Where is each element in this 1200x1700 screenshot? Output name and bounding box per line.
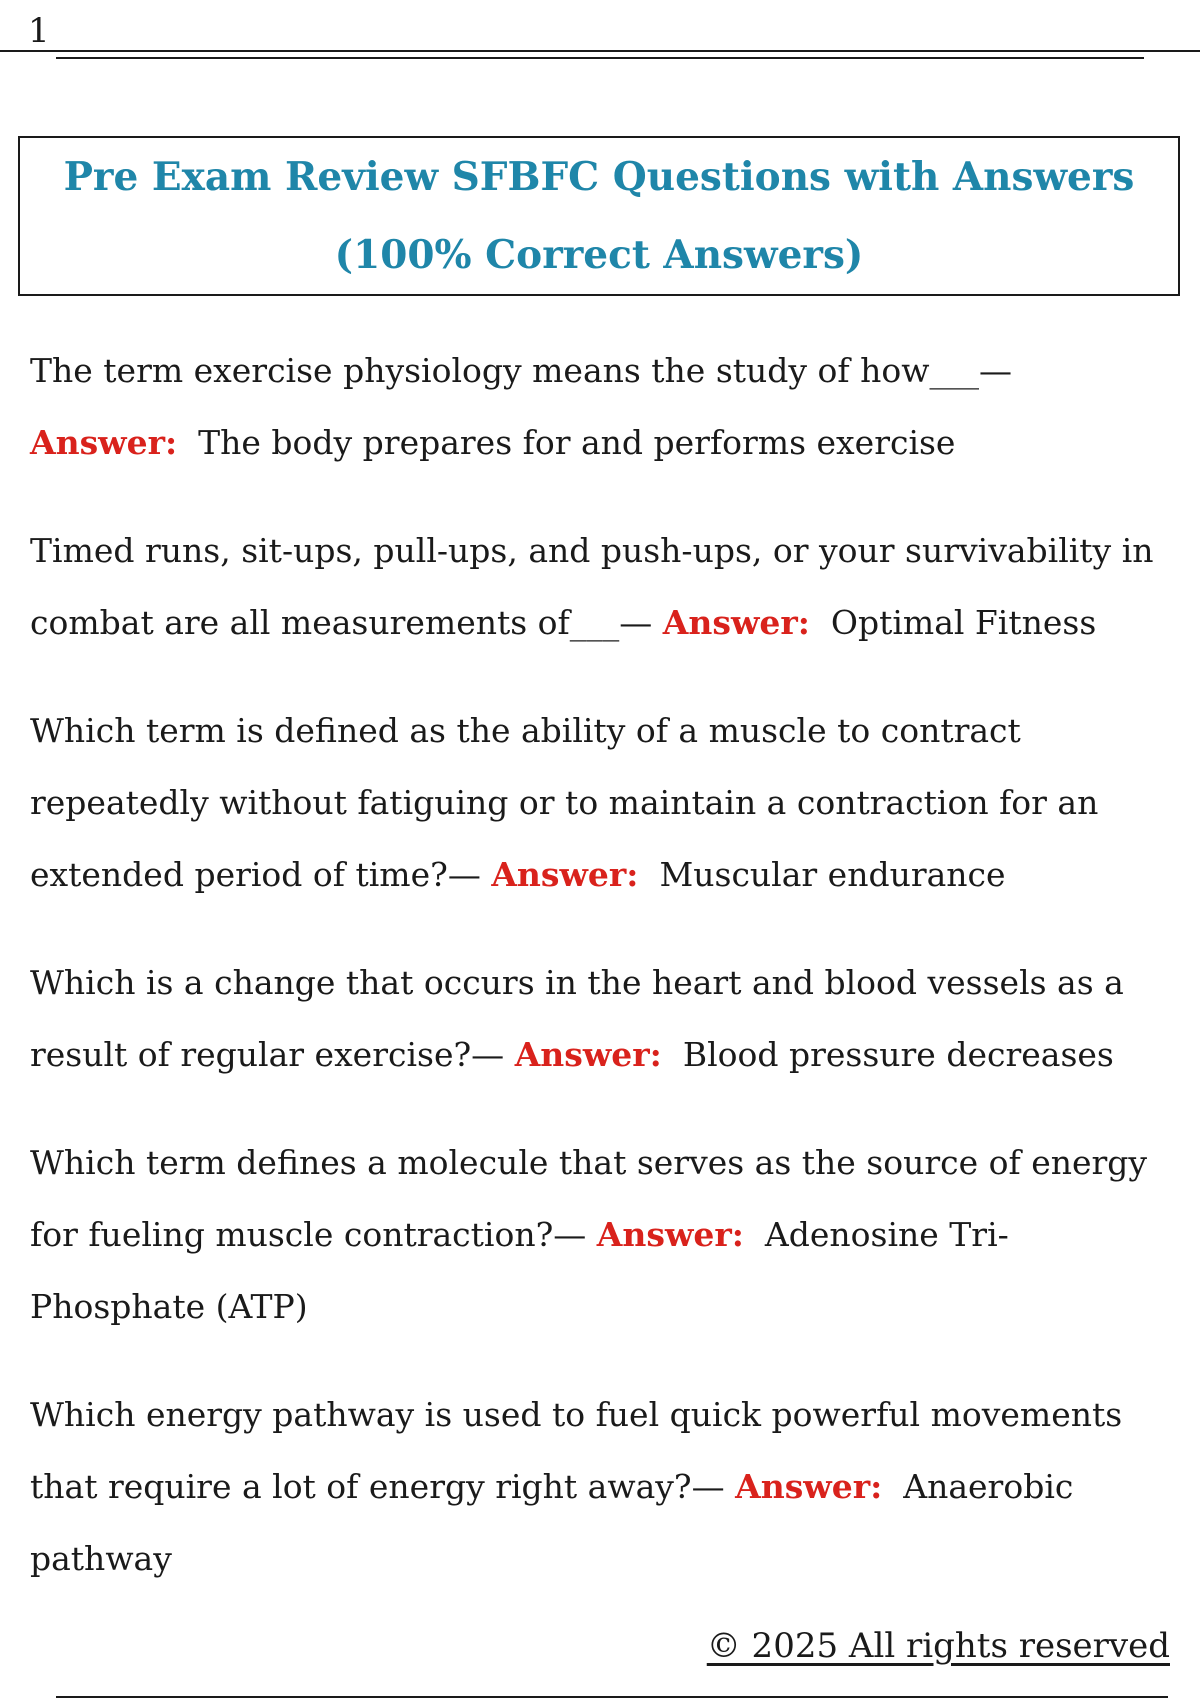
answer-text: Anaerobic pathway <box>30 1467 1074 1578</box>
qa-item <box>30 947 1175 1091</box>
qa-item <box>30 1127 1175 1343</box>
footer-rule <box>56 1696 1168 1698</box>
header-rule <box>0 50 1200 52</box>
qa-list <box>30 302 1175 1631</box>
header-rule-secondary <box>56 57 1144 59</box>
qa-item <box>30 335 1175 479</box>
answer-text: Muscular endurance <box>659 855 1006 894</box>
title-box <box>18 136 1180 296</box>
question-text: The term exercise physiology means the study of how___— <box>30 351 1012 390</box>
answer-label: Answer: <box>514 1035 662 1074</box>
answer-label: Answer: <box>491 855 639 894</box>
answer-text: The body prepares for and performs exercise <box>198 423 956 462</box>
answer-label: Answer: <box>596 1215 744 1254</box>
question-text: Which term is defined as the ability of a muscle to contract repeatedly without fatiguing or to maintain a contraction for an extended period of time?— <box>30 711 1099 894</box>
answer-label: Answer: <box>735 1467 883 1506</box>
qa-item <box>30 1379 1175 1595</box>
question-text: Which is a change that occurs in the heart and blood vessels as a result of regular exercise?— <box>30 963 1124 1074</box>
answer-label: Answer: <box>662 603 810 642</box>
answer-text: Blood pressure decreases <box>682 1035 1114 1074</box>
answer-text: Optimal Fitness <box>830 603 1097 642</box>
question-text: Timed runs, sit-ups, pull-ups, and push-ups, or your survivability in combat are all measurements of___— <box>30 531 1154 642</box>
qa-item <box>30 695 1175 911</box>
page-number: 1 <box>28 11 50 51</box>
question-text: Which term defines a molecule that serves as the source of energy for fueling muscle contraction?— <box>30 1143 1148 1254</box>
answer-label: Answer: <box>30 423 178 462</box>
question-text: Which energy pathway is used to fuel quick powerful movements that require a lot of energy right away?— <box>30 1395 1123 1506</box>
qa-item <box>30 515 1175 659</box>
answer-text: Adenosine Tri-Phosphate (ATP) <box>30 1215 1009 1326</box>
footer-copyright: © 2025 All rights reserved <box>706 1626 1170 1666</box>
document-title: Pre Exam Review SFBFC Questions with Answers (100% Correct Answers) <box>63 154 1135 278</box>
